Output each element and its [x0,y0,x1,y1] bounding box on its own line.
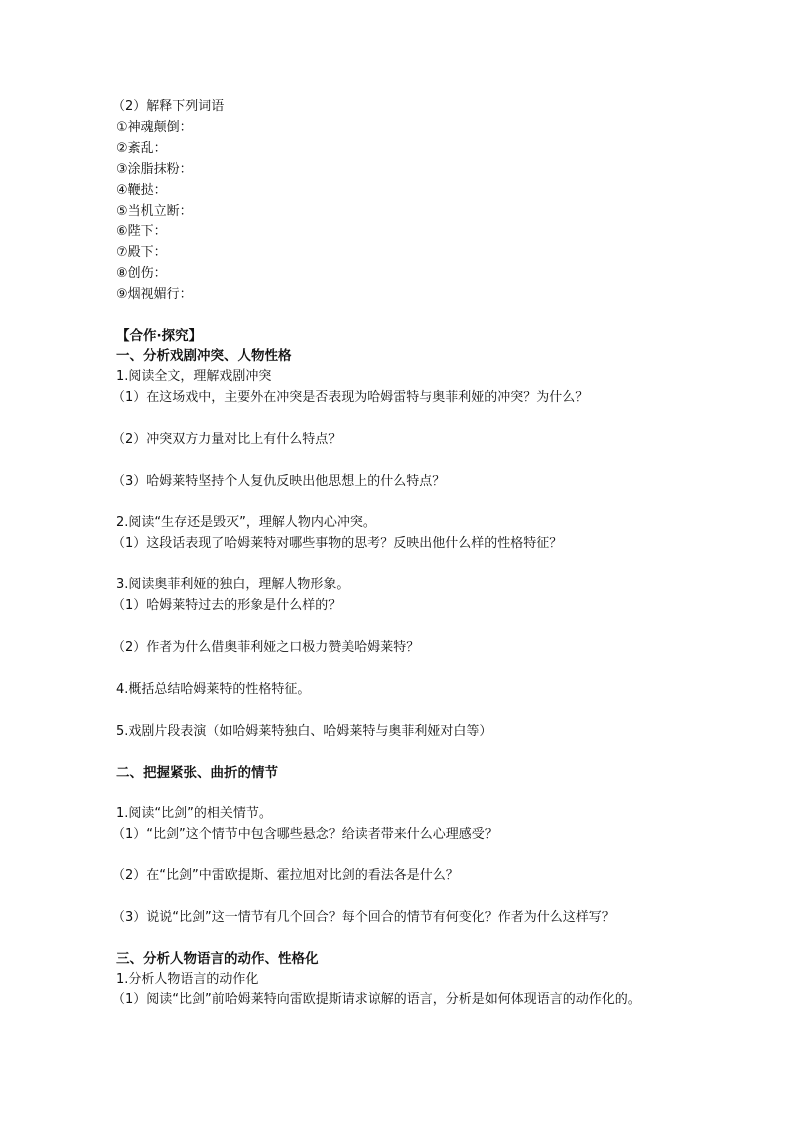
sub-question: （3）说说“比剑”这一情节有几个回合？每个回合的情节有何变化？作者为什么这样写？ [112,910,615,925]
vocab-item: ③涂脂抹粉： [116,162,193,177]
vocab-item: ⑨烟视媚行： [116,287,193,302]
sub-question: （2）作者为什么借奥菲利娅之口极力赞美哈姆莱特？ [112,640,420,655]
question-title: 1.阅读全文，理解戏剧冲突 [116,369,272,384]
vocab-item: ⑥陛下： [116,224,167,239]
question-title: 4.概括总结哈姆莱特的性格特征。 [116,682,311,697]
sub-question: （2）冲突双方力量对比上有什么特点？ [112,432,342,447]
question-title: 5.戏剧片段表演（如哈姆莱特独白、哈姆莱特与奥菲利娅对白等） [116,724,493,739]
sub-question: （1）在这场戏中，主要外在冲突是否表现为哈姆雷特与奥菲利娅的冲突？为什么？ [112,390,589,405]
question-title: 3.阅读奥菲利娅的独白，理解人物形象。 [116,577,350,592]
section-title-2: 二、把握紧张、曲折的情节 [116,765,278,781]
sub-question: （3）哈姆莱特坚持个人复仇反映出他思想上的什么特点？ [112,474,446,489]
vocab-item: ⑧创伤： [116,266,167,281]
sub-question: （1）“比剑”这个情节中包含哪些悬念？给读者带来什么心理感受？ [112,827,498,842]
question-title: 1.阅读“比剑”的相关情节。 [116,806,272,821]
vocab-heading: （2）解释下列词语 [112,99,225,114]
cooperate-heading: 【合作·探究】 [116,328,203,344]
question-title: 1.分析人物语言的动作化 [116,972,259,987]
vocab-item: ④鞭挞： [116,183,167,198]
vocab-item: ②紊乱： [116,141,167,156]
sub-question: （1）阅读“比剑”前哈姆莱特向雷欧提斯请求谅解的语言，分析是如何体现语言的动作化的。 [112,992,641,1007]
question-title: 2.阅读“生存还是毁灭”，理解人物内心冲突。 [116,515,376,530]
vocab-item: ①神魂颠倒： [116,120,193,135]
vocab-item: ⑤当机立断： [116,204,193,219]
section-title-3: 三、分析人物语言的动作、性格化 [116,951,319,967]
vocab-item: ⑦殿下： [116,245,167,260]
sub-question: （2）在“比剑”中雷欧提斯、霍拉旭对比剑的看法各是什么？ [112,868,459,883]
sub-question: （1）哈姆莱特过去的形象是什么样的？ [112,598,342,613]
sub-question: （1）这段话表现了哈姆莱特对哪些事物的思考？反映出他什么样的性格特征？ [112,536,563,551]
section-title-1: 一、分析戏剧冲突、人物性格 [116,348,292,364]
